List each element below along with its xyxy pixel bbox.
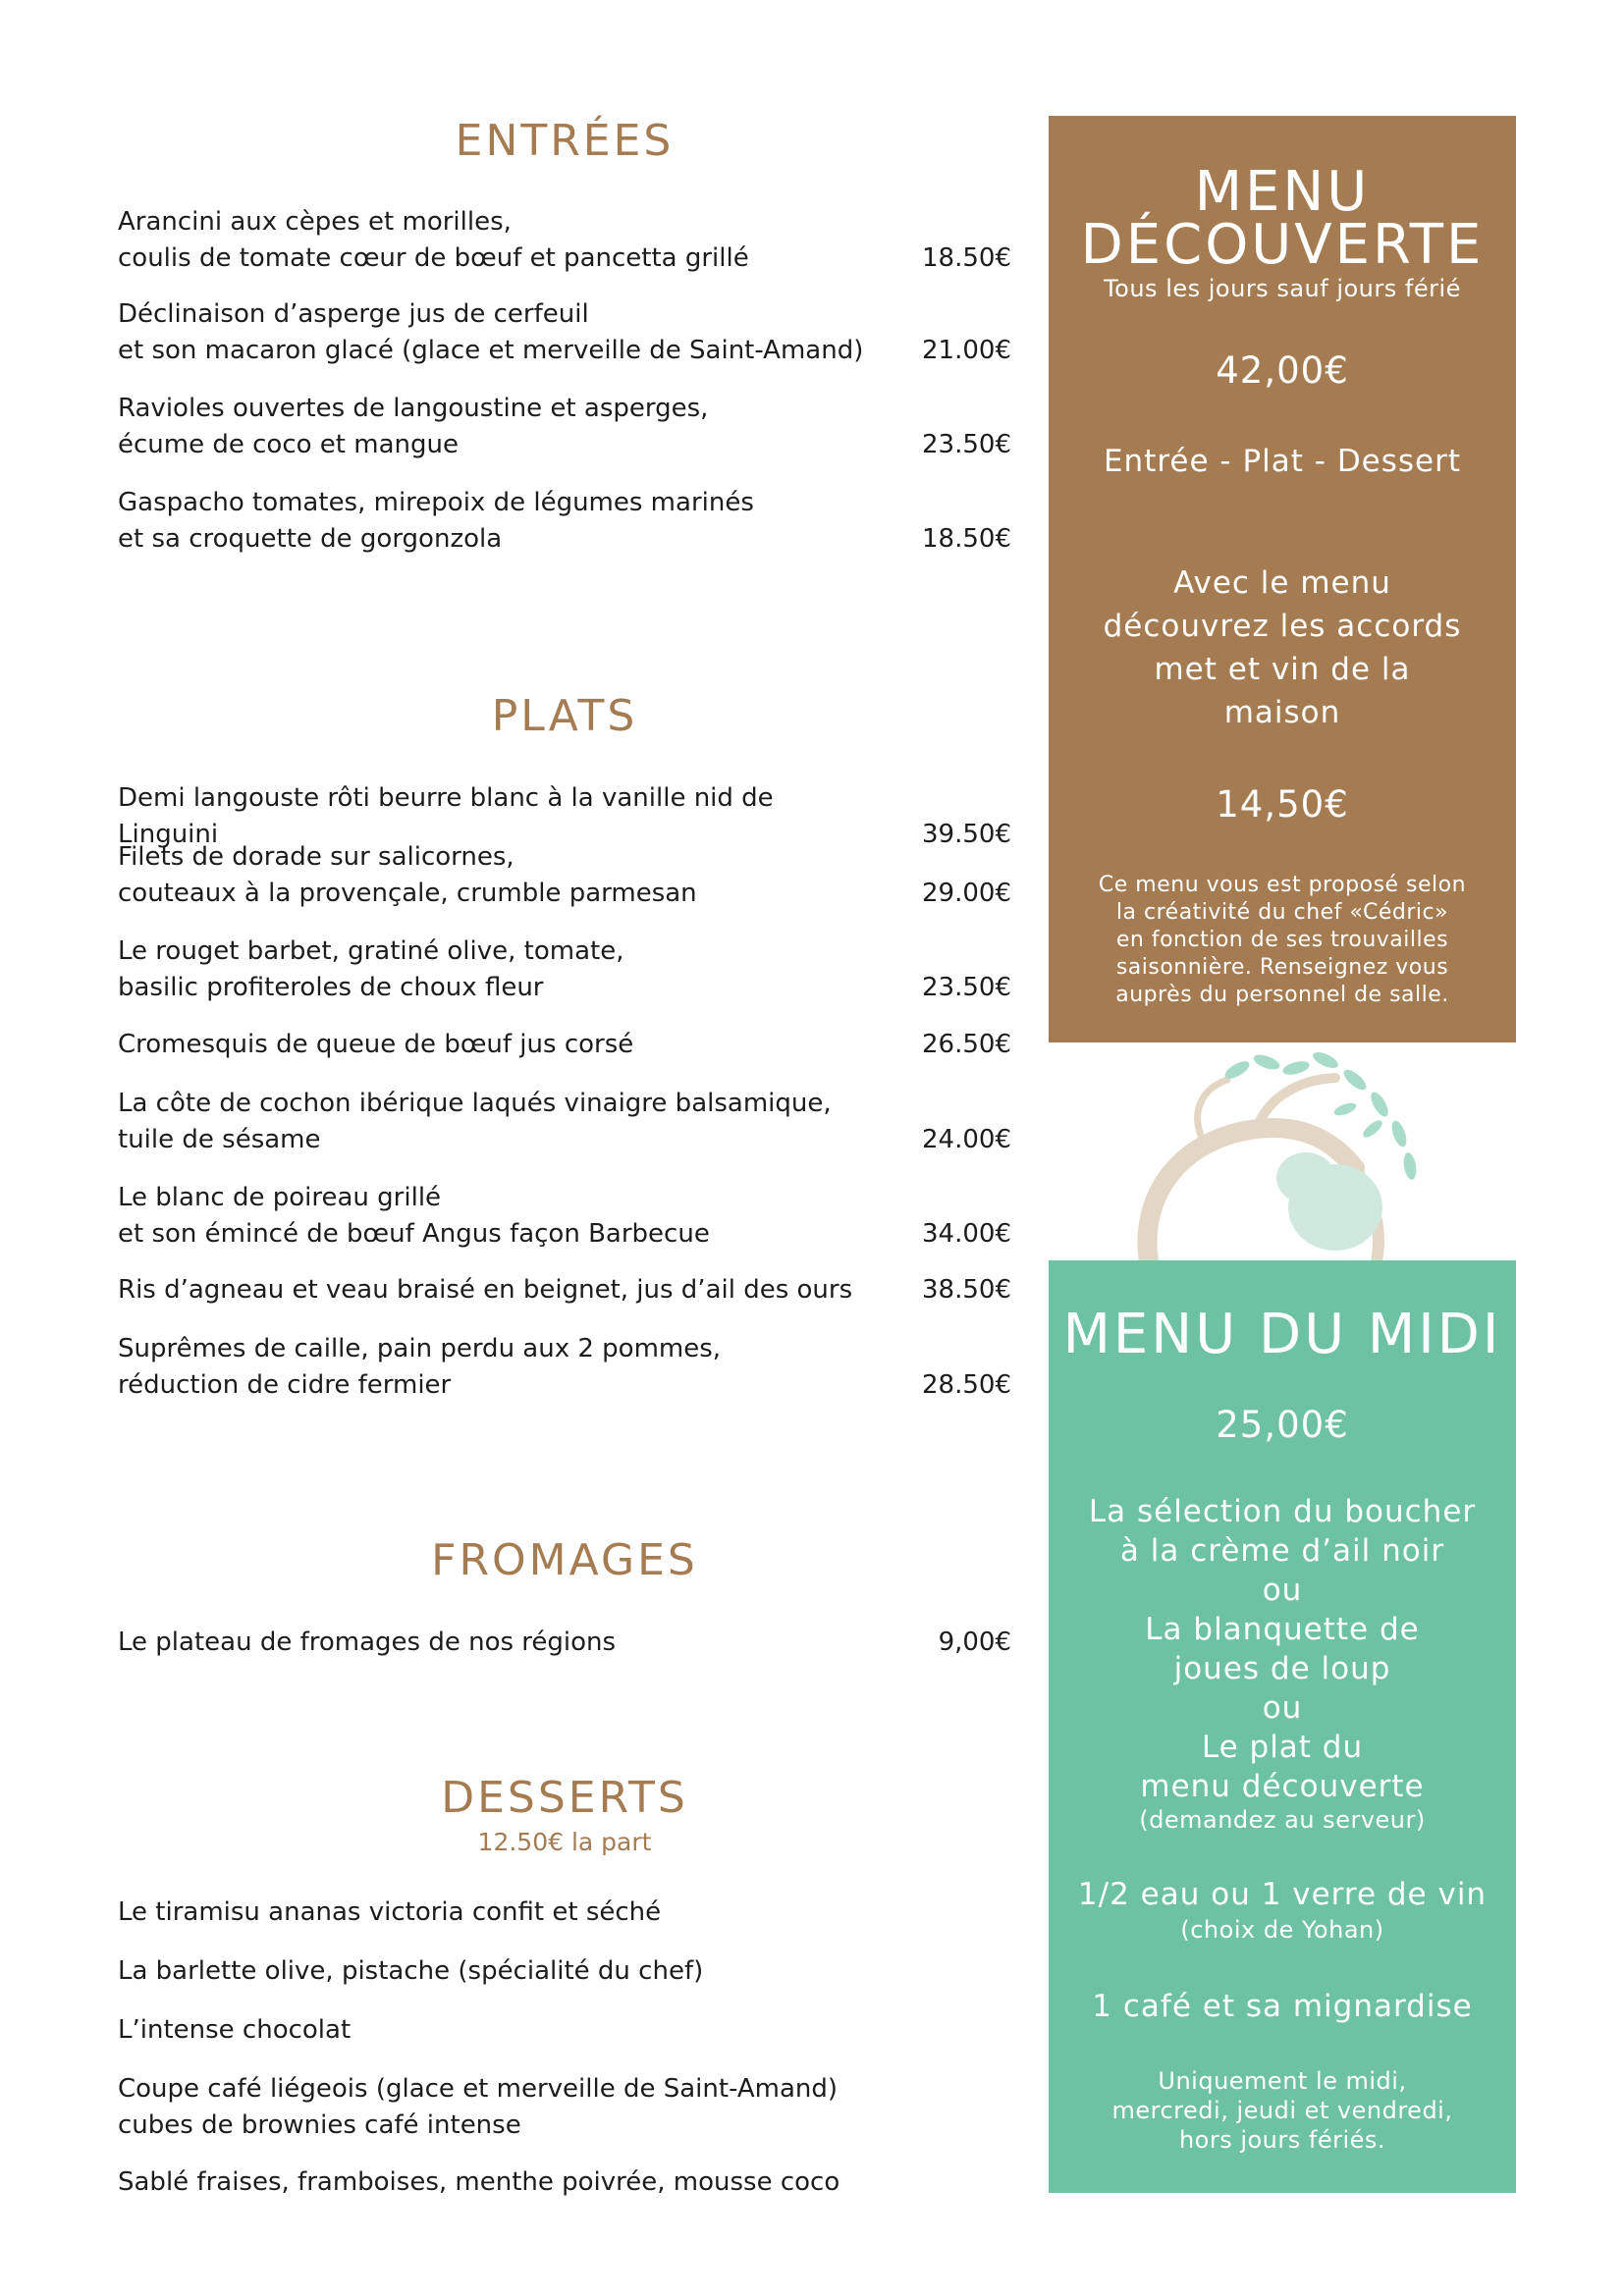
panel-text: Avec le menu xyxy=(1173,565,1391,601)
item-price: 18.50€ xyxy=(922,524,1011,554)
panel-pairing-price: 14,50€ xyxy=(1216,783,1349,826)
tree-illustration xyxy=(1119,1050,1453,1266)
plats-title: PLATS xyxy=(491,691,638,741)
panel-price: 25,00€ xyxy=(1216,1404,1349,1446)
panel-price: 42,00€ xyxy=(1216,349,1349,392)
item-price: 23.50€ xyxy=(922,430,1011,459)
panel-text: Le plat du xyxy=(1201,1730,1364,1765)
menu-item xyxy=(118,204,1011,277)
menu-midi-panel xyxy=(1049,1260,1516,2193)
panel-note: en fonction de ses trouvailles xyxy=(1115,928,1449,952)
menu-item xyxy=(118,1953,1011,1990)
item-line: L’intense chocolat xyxy=(118,2015,352,2045)
panel-text: découvrez les accords xyxy=(1103,609,1462,644)
item-price: 29.00€ xyxy=(922,879,1011,908)
menu-item xyxy=(118,2012,1011,2049)
panel-note: mercredi, jeudi et vendredi, xyxy=(1111,2097,1453,2124)
item-line: écume de coco et mangue xyxy=(118,430,459,459)
item-line: Le rouget barbet, gratiné olive, tomate, xyxy=(118,936,624,966)
menu-item xyxy=(118,1180,1011,1253)
item-line: réduction de cidre fermier xyxy=(118,1370,452,1400)
item-line: La côte de cochon ibérique laqués vinaigre balsamique, xyxy=(118,1089,832,1118)
menu-item xyxy=(118,485,1011,558)
panel-text: met et vin de la xyxy=(1154,652,1411,687)
panel-note: Ce menu vous est proposé selon xyxy=(1098,873,1467,897)
menu-item xyxy=(118,2164,1011,2201)
menu-item xyxy=(118,1895,1011,1931)
desserts-price-note: 12.50€ la part xyxy=(477,1828,652,1856)
item-line: Sablé fraises, framboises, menthe poivrée, mousse coco xyxy=(118,2167,840,2197)
panel-note: hors jours fériés. xyxy=(1178,2126,1386,2154)
menu-decouverte-panel xyxy=(1049,116,1516,1042)
item-line: cubes de brownies café intense xyxy=(118,2110,521,2140)
menu-item xyxy=(118,2071,1011,2144)
item-line: couteaux à la provençale, crumble parmesan xyxy=(118,879,697,908)
panel-text: joues de loup xyxy=(1173,1651,1391,1686)
item-line: Déclinaison d’asperge jus de cerfeuil xyxy=(118,299,589,329)
panel-text: à la crème d’ail noir xyxy=(1119,1533,1445,1569)
item-price: 39.50€ xyxy=(922,820,1011,849)
item-price: 23.50€ xyxy=(922,973,1011,1002)
item-line: Le blanc de poireau grillé xyxy=(118,1183,442,1212)
fromages-title: FROMAGES xyxy=(431,1535,698,1585)
menu-item xyxy=(118,391,1011,463)
panel-text: ou xyxy=(1262,1573,1303,1608)
panel-title: MENU xyxy=(1194,160,1371,224)
panel-subtitle: Tous les jours sauf jours férié xyxy=(1104,275,1461,302)
panel-drink: 1/2 eau ou 1 verre de vin xyxy=(1077,1877,1488,1912)
item-line: Cromesquis de queue de bœuf jus corsé xyxy=(118,1030,634,1059)
item-line: Gaspacho tomates, mirepoix de légumes marinés xyxy=(118,488,754,517)
panel-note: la créativité du chef «Cédric» xyxy=(1115,900,1449,925)
panel-text: La sélection du boucher xyxy=(1088,1494,1477,1529)
item-line: Arancini aux cèpes et morilles, xyxy=(118,207,512,237)
menu-item xyxy=(118,1331,1011,1404)
item-price: 18.50€ xyxy=(922,243,1011,273)
menu-item xyxy=(118,934,1011,1006)
panel-coffee: 1 café et sa mignardise xyxy=(1092,1989,1473,2024)
item-line: et son macaron glacé (glace et merveille de Saint-Amand) xyxy=(118,336,864,365)
panel-title: DÉCOUVERTE xyxy=(1080,213,1485,277)
menu-item xyxy=(118,296,1011,369)
panel-note: saisonnière. Renseignez vous xyxy=(1115,955,1449,980)
entrees-title: ENTRÉES xyxy=(455,116,675,166)
item-price: 38.50€ xyxy=(922,1275,1011,1305)
item-line: et son émincé de bœuf Angus façon Barbecue xyxy=(118,1219,710,1249)
panel-note: Uniquement le midi, xyxy=(1158,2067,1407,2095)
panel-title: MENU DU MIDI xyxy=(1062,1303,1502,1366)
item-line: basilic profiteroles de choux fleur xyxy=(118,973,544,1002)
panel-courses: Entrée - Plat - Dessert xyxy=(1103,444,1462,479)
item-line: Coupe café liégeois (glace et merveille de Saint-Amand) xyxy=(118,2074,839,2104)
menu-item xyxy=(118,839,1011,912)
menu-item xyxy=(118,1086,1011,1158)
item-line: coulis de tomate cœur de bœuf et pancetta grillé xyxy=(118,243,749,273)
panel-text: ou xyxy=(1262,1690,1303,1726)
item-line: La barlette olive, pistache (spécialité du chef) xyxy=(118,1956,704,1986)
item-price: 28.50€ xyxy=(922,1370,1011,1400)
item-line: Suprêmes de caille, pain perdu aux 2 pommes, xyxy=(118,1334,722,1363)
item-line: tuile de sésame xyxy=(118,1125,321,1154)
item-price: 21.00€ xyxy=(922,336,1011,365)
item-line: Ris d’agneau et veau braisé en beignet, jus d’ail des ours xyxy=(118,1275,853,1305)
item-line: Ravioles ouvertes de langoustine et asperges, xyxy=(118,394,709,423)
panel-text: menu découverte xyxy=(1140,1769,1425,1804)
menu-item xyxy=(118,1027,1011,1063)
panel-text: La blanquette de xyxy=(1145,1612,1420,1647)
panel-text: maison xyxy=(1223,695,1341,730)
item-line: et sa croquette de gorgonzola xyxy=(118,524,503,554)
item-line: Filets de dorade sur salicornes, xyxy=(118,842,514,872)
item-line: Le tiramisu ananas victoria confit et séché xyxy=(118,1897,662,1927)
item-price: 9,00€ xyxy=(938,1628,1011,1657)
panel-note: (demandez au serveur) xyxy=(1139,1806,1426,1834)
item-price: 34.00€ xyxy=(922,1219,1011,1249)
menu-item xyxy=(118,1272,1011,1308)
item-line: Le plateau de fromages de nos régions xyxy=(118,1628,617,1657)
item-price: 26.50€ xyxy=(922,1030,1011,1059)
panel-note: auprès du personnel de salle. xyxy=(1115,983,1449,1007)
item-price: 24.00€ xyxy=(922,1125,1011,1154)
menu-item xyxy=(118,1625,1011,1661)
item-line: Demi langouste rôti beurre blanc à la vanille nid de Linguini xyxy=(118,783,774,849)
desserts-title: DESSERTS xyxy=(441,1773,688,1823)
panel-note: (choix de Yohan) xyxy=(1180,1916,1384,1944)
